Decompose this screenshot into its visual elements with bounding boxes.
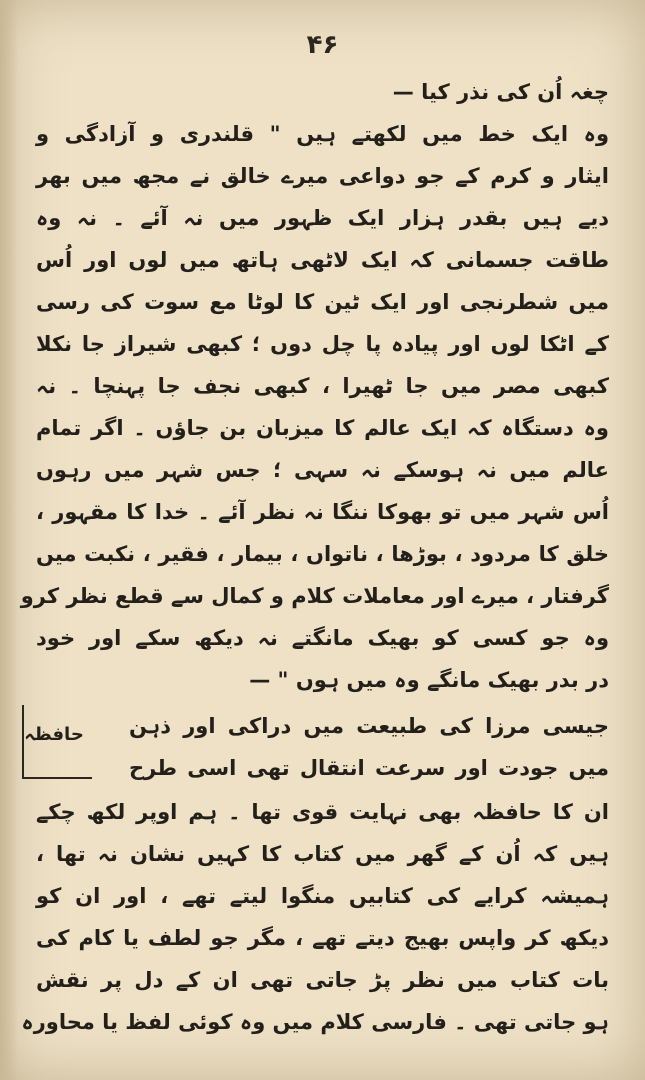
text-line: ایثار و کرم کے جو دواعی میرے خالق نے مجھ میں بھر bbox=[36, 164, 609, 188]
text-line: میں جودت اور سرعت انتقال تھی اسی طرح bbox=[129, 756, 609, 780]
text-line: دیکھ کر واپس بھیج دیتے تھے ، مگر جو لطف یا کام کی bbox=[36, 926, 609, 950]
text-line: بات کتاب میں نظر پڑ جاتی تھی ان کے دل پر نقش bbox=[36, 968, 609, 992]
text-line: اُس شہر میں تو بھوکا ننگا نہ نظر آئے ۔ خدا کا مقہور ، bbox=[36, 500, 609, 524]
text-line: جیسی مرزا کی طبیعت میں دراکی اور ذہن bbox=[129, 714, 609, 738]
text-line: وہ دستگاہ کہ ایک عالم کا میزبان بن جاؤں ۔ اگر تمام bbox=[36, 416, 609, 440]
text-line: وہ جو کسی کو بھیک مانگتے نہ دیکھ سکے اور خود bbox=[36, 626, 609, 650]
text-line: ہیں کہ اُن کے گھر میں کتاب کا کہیں نشان نہ تھا ، bbox=[36, 842, 609, 866]
page-edge-shadow bbox=[0, 0, 18, 1080]
text-line: خلق کا مردود ، بوڑھا ، ناتواں ، بیمار ، فقیر ، نکبت میں bbox=[36, 542, 609, 566]
text-line: عالم میں نہ ہوسکے نہ سہی ؛ جس شہر میں رہوں bbox=[36, 458, 609, 482]
text-line: میں شطرنجی اور ایک ٹین کا لوٹا مع سوت کی رسی bbox=[36, 290, 609, 314]
text-line: کے اٹکا لوں اور پیادہ پا چل دوں ؛ کبھی شیراز جا نکلا bbox=[36, 332, 609, 356]
text-line: ان کا حافظہ بھی نہایت قوی تھا ۔ ہم اوپر لکھ چکے bbox=[36, 800, 609, 824]
text-line: کبھی مصر میں جا ٹھیرا ، کبھی نجف جا پہنچا ۔ نہ bbox=[36, 374, 609, 398]
text-line: در بدر بھیک مانگے وہ میں ہوں " — bbox=[249, 668, 609, 692]
text-line: دیے ہیں بقدر ہزار ایک ظہور میں نہ آئے ۔ نہ وہ bbox=[36, 206, 609, 230]
text-line: وہ ایک خط میں لکھتے ہیں " قلندری و آزادگی و bbox=[36, 122, 609, 146]
text-line: چغہ اُن کی نذر کیا — bbox=[392, 80, 609, 104]
side-heading: حافظہ bbox=[24, 724, 84, 745]
text-line: ہو جاتی تھی ۔ فارسی کلام میں وہ کوئی لفظ یا محاورہ bbox=[21, 1010, 609, 1034]
text-line: گرفتار ، میرے اور معاملات کلام و کمال سے قطع نظر کرو bbox=[20, 584, 609, 608]
text-line: ہمیشہ کرایے کی کتابیں منگوا لیتے تھے ، اور ان کو bbox=[36, 884, 609, 908]
page-number: ۴۶ bbox=[306, 30, 339, 60]
text-line: طاقت جسمانی کہ ایک لاٹھی ہاتھ میں لوں اور اُس bbox=[36, 248, 609, 272]
